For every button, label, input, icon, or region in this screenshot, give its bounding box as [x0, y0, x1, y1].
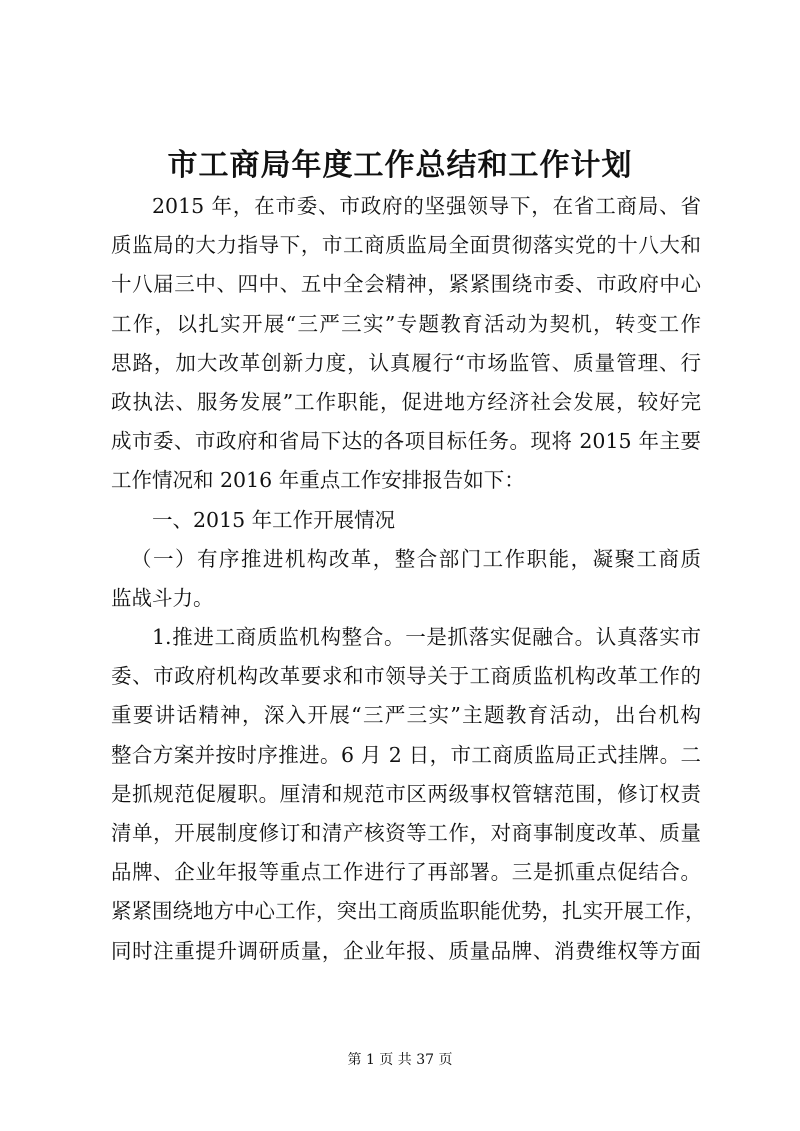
paragraph-line: 品牌、企业年报等重点工作进行了再部署。三是抓重点促结合。	[111, 860, 701, 885]
paragraph-line: 思路，加大改革创新力度，认真履行“市场监管、质量管理、行	[111, 350, 701, 375]
paragraph-line: 政执法、服务发展”工作职能，促进地方经济社会发展，较好完	[111, 389, 701, 414]
paragraph-line: 工作，以扎实开展“三严三实”专题教育活动为契机，转变工作	[111, 311, 701, 336]
paragraph-line: 2015 年，在市委、市政府的坚强领导下，在省工商局、省	[152, 194, 701, 218]
paragraph-line: 工作情况和 2016 年重点工作安排报告如下：	[111, 468, 525, 493]
paragraph-line: 1.推进工商质监机构整合。一是抓落实促融合。认真落实市	[152, 625, 701, 650]
paragraph-line: 清单，开展制度修订和清产核资等工作，对商事制度改革、质量	[111, 821, 701, 845]
paragraph-line: 是抓规范促履职。厘清和规范市区两级事权管辖范围，修订权责	[111, 781, 701, 806]
paragraph-line: 十八届三中、四中、五中全会精神，紧紧围绕市委、市政府中心	[111, 272, 701, 297]
subsection-heading: 监战斗力。	[111, 585, 214, 610]
section-heading: 一、2015 年工作开展情况	[152, 507, 396, 532]
page-number: 第 1 页 共 37 页	[347, 1052, 453, 1068]
document-title: 市工商局年度工作总结和工作计划	[167, 148, 633, 183]
paragraph-line: 紧紧围绕地方中心工作，突出工商质监职能优势，扎实开展工作，	[111, 899, 706, 924]
paragraph-line: 质监局的大力指导下，市工商质监局全面贯彻落实党的十八大和	[111, 233, 701, 258]
paragraph-line: 成市委、市政府和省局下达的各项目标任务。现将 2015 年主要	[111, 429, 701, 454]
paragraph-line: 整合方案并按时序推进。6 月 2 日，市工商质监局正式挂牌。二	[111, 742, 701, 767]
paragraph-line: 同时注重提升调研质量，企业年报、质量品牌、消费维权等方面	[111, 938, 701, 963]
subsection-heading: （一）有序推进机构改革，整合部门工作职能，凝聚工商质	[131, 546, 701, 571]
document-body	[111, 187, 706, 971]
paragraph-line: 委、市政府机构改革要求和市领导关于工商质监机构改革工作的	[111, 664, 701, 689]
paragraph-line: 重要讲话精神，深入开展“三严三实”主题教育活动，出台机构	[111, 703, 701, 728]
